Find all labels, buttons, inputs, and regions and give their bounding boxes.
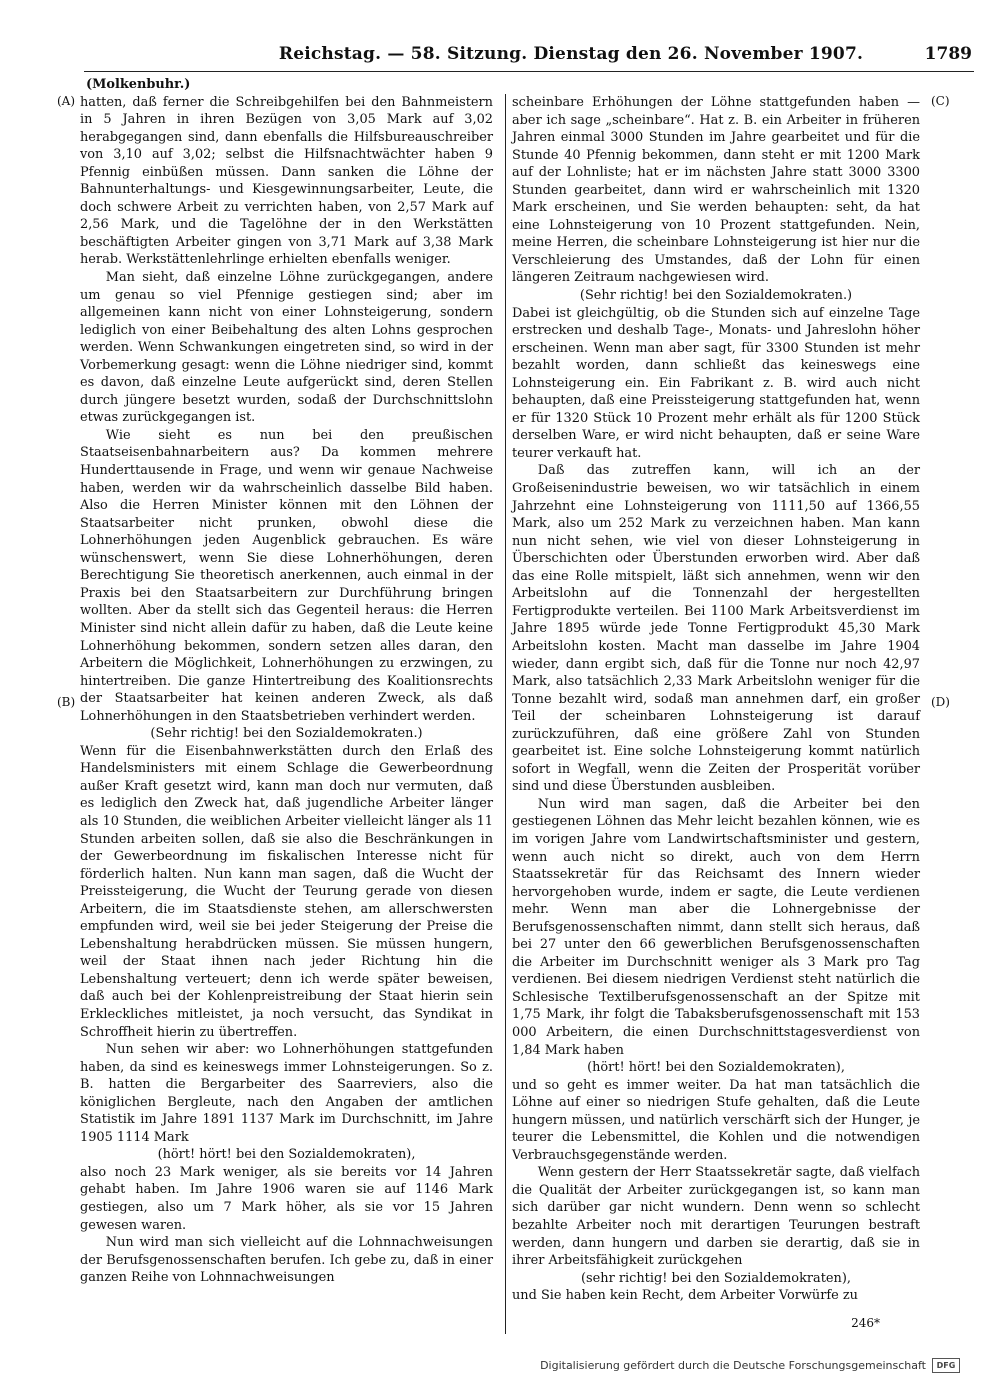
margin-mark-d: (D): [931, 695, 950, 709]
right-column: [512, 94, 920, 1305]
paragraph: Wie sieht es nun bei den preußischen Staatseisenbahnarbeitern aus? Da kommen mehrere Hunderttausende in Frage, und wenn wir genaue Nachweise haben, werden wir da wahrscheinlich dasselbe Bild haben. Also die Herren Minister können mit den Löhnen der Staatsarbeiter nicht prunken, obwohl diese die Lohnerhöhungen jeden Augenblick gebrauchen. Es wäre wünschenswert, wenn Sie diese Lohnerhöhungen, deren Berechtigung Sie theoretisch anerkennen, auch einmal in der Praxis bei den Staatsarbeitern zur Durchführung bringen wollten. Aber da stellt sich das Gegenteil heraus: die Herren Minister sind nicht allein dafür zu haben, daß die Leute keine Lohnerhöhung bekommen, sondern setzen alles daran, den Arbeitern die Möglichkeit, Lohnerhöhungen zu erzwingen, zu hintertreiben. Die ganze Hintertreibung des Koalitionsrechts der Staatsarbeiter hat keinen anderen Zweck, als daß Lohnerhöhungen in den Staatsbetrieben verhindert werden.: [80, 427, 493, 724]
interjection: (Sehr richtig! bei den Sozialdemokraten.): [150, 726, 423, 742]
paragraph: und Sie haben kein Recht, dem Arbeiter Vorwürfe zu: [512, 1288, 858, 1304]
paragraph: Wenn gestern der Herr Staatssekretär sagte, daß vielfach die Qualität der Arbeiter zurückgegangen ist, so kann man sich darüber gar nicht wundern. Denn wenn so schlecht bezahlte Arbeiter noch mit derartigen Teurungen bestraft werden, dann hungern und darben sie derartig, daß sie in ihrer Arbeitsfähigkeit zurückgehen: [512, 1165, 920, 1269]
paragraph: scheinbare Erhöhungen der Löhne stattgefunden haben — aber ich sage „scheinbare“. Hat z. B. ein Arbeiter in früheren Jahren einmal 3000 Stunden im Jahre gearbeitet und für die Stunde 40 Pfennig bekommen, dann steht er mit 1200 Mark auf der Lohnliste; hat er im nächsten Jahre statt 3000 3300 Stunden gearbeitet, dann wird er wahrscheinlich mit 1320 Mark erscheinen, und Sie werden behaupten: seht, da hat eine Lohnsteigerung von 10 Prozent stattgefunden. Nein, meine Herren, die scheinbare Lohnsteigerung ist hier nur die Verschleierung des Umstandes, daß der Lohn für einen längeren Zeitraum nachgewiesen wird.: [512, 95, 920, 286]
paragraph: Wenn für die Eisenbahnwerkstätten durch den Erlaß des Handelsministers mit einem Schlage die Gewerbeordnung außer Kraft gesetzt wird, kann man doch nur vermuten, daß es lediglich den Zweck hat, daß jugendliche Arbeiter länger als 10 Stunden, die weiblichen Arbeiter vielleicht länger als 11 Stunden arbeiten sollen, daß sie also die Beschränkungen in der Gewerbeordnung im fiskalischen Interesse nicht für förderlich halten. Nun kann man sagen, daß die Wucht der Preissteigerung, die Wucht der Teurung gerade von diesen Arbeitern, die im Staatsdienste stehen, am allerschwersten empfunden wird, weil sie bei jeder Steigerung der Preise die Lebenshaltung herabdrücken müssen. Sie müssen hungern, weil der Staat ihnen nach jeder Richtung hin die Lebenshaltung verteuert; denn ich werde später beweisen, daß auch bei der Kohlenpreistreibung der Staat hierin sein Erkleckliches mitleistet, ja noch versucht, das Syndikat in Schroffheit hierin zu übertreffen.: [80, 743, 493, 1040]
margin-mark-a: (A): [57, 94, 76, 108]
paragraph: Nun sehen wir aber: wo Lohnerhöhungen stattgefunden haben, da sind es keineswegs immer Lohnsteigerungen. So z. B. hatten die Bergarbeiter des Saarreviers, also die königlichen Bergleute, nach den Angaben der amtlichen Statistik im Jahre 1891 1137 Mark im Durchschnitt, im Jahre 1905 1114 Mark: [80, 1042, 493, 1145]
footer-text: Digitalisierung gefördert durch die Deutsche Forschungsgemeinschaft: [540, 1359, 926, 1372]
margin-mark-c: (C): [931, 94, 950, 108]
paragraph: Nun wird man sagen, daß die Arbeiter bei den gestiegenen Löhnen das Mehr leicht bezahlen können, wie es im vorigen Jahre vom Landwirtschaftsminister und gestern, wenn auch nicht so direkt, auch von dem Herrn Staatssekretär für das Reichsamt des Innern wieder hervorgehoben wurde, indem er sagte, die Leute verdienen mehr. Wenn man aber die Lohnergebnisse der Berufsgenossenschaften nimmt, dann stellt sich heraus, daß bei 27 unter den 66 gewerblichen Berufsgenossenschaften die Arbeiter im Durchschnitt weniger als 3 Mark pro Tag verdienen. Bei diesem niedrigen Verdienst steht natürlich die Schlesische Textilberufsgenossenschaft an der Spitze mit 1,75 Mark, ihr folgt die Tabaksberufsgenossenschaft mit 153 000 Arbeitern, die einen Durchschnittstagesverdienst von 1,84 Mark haben: [512, 796, 920, 1058]
signature-mark: 246*: [851, 1316, 880, 1330]
paragraph: Daß das zutreffen kann, will ich an der Großeisenindustrie beweisen, wo wir tatsächlich in einem Jahrzehnt eine Lohnsteigerung von 1111,50 auf 1366,55 Mark, also um 252 Mark zu verzeichnen haben. Man kann nun nicht sehen, wie viel von dieser Lohnsteigerung in Überschichten oder Überstunden erworben wird. Aber daß das eine Rolle mitspielt, läßt sich annehmen, wenn wir den Arbeitslohn auf die Tonnenzahl der hergestellten Fertigprodukte verteilen. Bei 1100 Mark Arbeitsverdienst im Jahre 1895 würde jede Tonne Fertigprodukt 45,30 Mark Arbeitslohn kosten. Macht man dasselbe im Jahre 1904 wieder, dann ergibt sich, daß für die Tonne nur noch 42,97 Mark, also tatsächlich 2,33 Mark Arbeitslohn weniger für die Tonne bezahlt wird, sodaß man annehmen darf, ein großer Teil der scheinbaren Lohnsteigerung ist darauf zurückzuführen, daß eine größere Zahl von Stunden gearbeitet ist. Eine solche Lohnsteigerung kommt natürlich sofort in Wegfall, wenn die Zeiten der Prosperität vorüber sind und diese Überstunden ausbleiben.: [512, 463, 920, 795]
paragraph: hatten, daß ferner die Schreibgehilfen bei den Bahnmeistern in 5 Jahren in ihren Bezügen von 3,05 Mark auf 3,02 herabgegangen sind, dann ebenfalls die Hilfsbureauschreiber von 3,10 auf 3,02; selbst die Hilfsnachtwächter haben 9 Pfennig einbüßen müssen. Dann sanken die Löhne der Bahnunterhaltungs- und Kiesgewinnungsarbeiter, Leute, die doch schwere Arbeit zu verrichten haben, von 2,57 Mark auf 2,56 Mark, und die Tagelöhne der in den Werkstätten beschäftigten Arbeiter gingen von 3,71 Mark auf 3,38 Mark herab. Werkstättenlehrlinge erhielten ebenfalls weniger.: [80, 94, 493, 268]
dfg-logo-icon: DFG: [932, 1358, 960, 1373]
paragraph: Man sieht, daß einzelne Löhne zurückgegangen, andere um genau so viel Pfennige gestiegen sind; aber im allgemeinen kann nicht von einer Lohnsteigerung, sondern lediglich von einer Beibehaltung des alten Lohns gesprochen werden. Wenn Schwankungen eingetreten sind, so wird in der Vorbemerkung gesagt: wenn die Löhne niedriger sind, kommt es davon, daß einzelne Leute aufgerückt sind, deren Stellen durch jüngere besetzt wurden, sodaß der Durchschnittslohn etwas zurückgegangen ist.: [80, 270, 493, 426]
running-header: [250, 44, 972, 70]
digitization-footer: [540, 1358, 960, 1373]
paragraph: also noch 23 Mark weniger, als sie bereits vor 14 Jahren gehabt haben. Im Jahre 1906 waren sie auf 1146 Mark gestiegen, also um 7 Mark höher, als sie vor 15 Jahren gewesen waren.: [80, 1164, 493, 1233]
paragraph: Nun wird man sich vielleicht auf die Lohnnachweisungen der Berufsgenossenschaften berufen. Ich gebe zu, daß in einer ganzen Reihe von Lohnnachweisungen: [80, 1235, 493, 1286]
page-number: 1789: [924, 44, 972, 64]
left-column: [80, 76, 493, 1287]
paragraph: Dabei ist gleichgültig, ob die Stunden sich auf einzelne Tage erstrecken und deshalb Tage-, Monats- und Jahreslohn höher erscheinen. Wenn man aber sagt, für 3300 Stunden ist mehr bezahlt worden, dann schließt das keineswegs eine Lohnsteigerung ein. Ein Fabrikant z. B. wird auch nicht behaupten, daß eine Preissteigerung stattgefunden hat, wenn er für 1320 Stück 10 Prozent mehr erhält als für 1200 Stück derselben Ware, er wird nicht behaupten, daß er seine Ware teurer verkauft hat.: [512, 305, 920, 461]
interjection: (hört! hört! bei den Sozialdemokraten),: [587, 1060, 845, 1076]
interjection: (sehr richtig! bei den Sozialdemokraten),: [581, 1270, 851, 1286]
column-separator: [505, 94, 506, 1334]
margin-mark-b: (B): [57, 695, 76, 709]
speaker-name: (Molkenbuhr.): [86, 77, 191, 92]
interjection: (hört! hört! bei den Sozialdemokraten),: [157, 1147, 416, 1163]
paragraph: und so geht es immer weiter. Da hat man tatsächlich die Löhne auf einer so niedrigen Stufe gehalten, daß die Leute hungern müssen, und natürlich verschärft sich der Hunger, je teurer die Lebensmittel, die Kohlen und die notwendigen Verbrauchsgegenstände werden.: [512, 1077, 920, 1163]
interjection: (Sehr richtig! bei den Sozialdemokraten.): [579, 288, 853, 304]
header-title: Reichstag. — 58. Sitzung. Dienstag den 26. November 1907.: [278, 44, 864, 64]
header-rule: [84, 71, 974, 72]
